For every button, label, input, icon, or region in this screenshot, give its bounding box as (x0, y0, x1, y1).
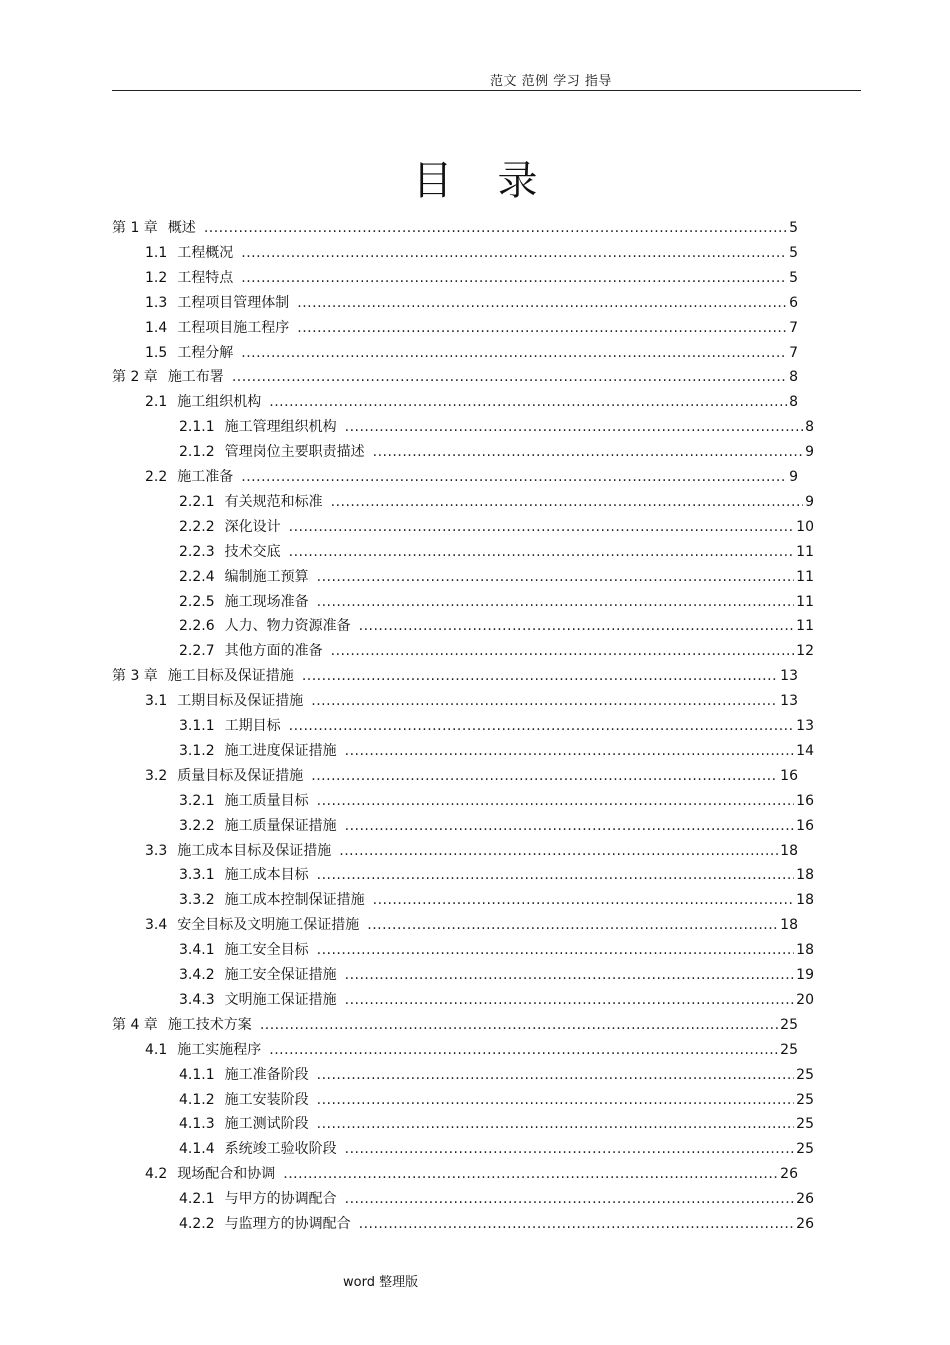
toc-entry-number: 3.1.2 (179, 742, 215, 759)
toc-entry[interactable] (179, 789, 814, 813)
toc-entry-page: 13 (796, 718, 814, 734)
toc-entry-number: 3.2.2 (179, 817, 215, 834)
toc-leader-dots (331, 639, 795, 663)
toc-entry[interactable] (112, 365, 798, 389)
toc-leader-dots (317, 565, 795, 589)
toc-entry-title: 工程概况 (177, 244, 234, 261)
toc-leader-dots (269, 1038, 778, 1062)
toc-entry[interactable] (145, 839, 798, 863)
toc-entry[interactable] (179, 614, 814, 638)
toc-entry[interactable] (112, 1013, 798, 1037)
toc-entry-title: 管理岗位主要职责描述 (224, 444, 365, 461)
toc-leader-dots (345, 1187, 795, 1211)
toc-entry[interactable] (145, 341, 798, 365)
toc-entry[interactable] (179, 863, 814, 887)
toc-entry-title: 施工管理组织机构 (224, 419, 337, 436)
toc-entry-page: 26 (796, 1216, 814, 1232)
toc-entry-number: 1.3 (145, 294, 168, 311)
toc-leader-dots (297, 291, 787, 315)
toc-leader-dots (283, 1162, 778, 1186)
toc-entry-title: 安全目标及文明施工保证措施 (177, 917, 360, 934)
toc-entry-title: 施工进度保证措施 (224, 742, 337, 759)
toc-entry-page: 9 (805, 493, 814, 510)
toc-leader-dots (241, 465, 787, 489)
toc-entry-number: 3.3.2 (179, 892, 215, 909)
toc-entry-page: 5 (789, 269, 798, 286)
toc-entry-page: 26 (780, 1166, 798, 1183)
toc-entry[interactable] (145, 764, 798, 788)
toc-entry-page: 11 (796, 593, 814, 610)
toc-entry-number: 第 1 章 (112, 220, 158, 236)
toc-entry-title: 施工布署 (167, 369, 224, 386)
toc-entry[interactable] (145, 266, 798, 290)
toc-leader-dots (311, 689, 778, 713)
toc-leader-dots (345, 415, 803, 439)
toc-entry-number: 第 3 章 (112, 668, 158, 685)
toc-entry-title: 工期目标 (224, 718, 281, 734)
header-text: 范文 范例 学习 指导 (490, 74, 612, 89)
toc-entry-number: 2.1 (145, 394, 168, 411)
toc-entry[interactable] (179, 590, 814, 614)
toc-entry-number: 4.1.3 (179, 1116, 215, 1133)
toc-leader-dots (373, 440, 803, 464)
toc-leader-dots (241, 266, 787, 290)
toc-entry-title: 施工安全目标 (224, 942, 309, 959)
toc-entry[interactable] (179, 540, 814, 564)
toc-entry-title: 其他方面的准备 (224, 643, 323, 660)
toc-entry-number: 3.4.3 (179, 991, 215, 1008)
toc-entry-title: 有关规范和标准 (224, 493, 323, 510)
toc-leader-dots (339, 839, 778, 863)
toc-entry[interactable] (179, 1063, 814, 1087)
toc-leader-dots (345, 963, 795, 987)
toc-entry-page: 5 (789, 220, 798, 236)
toc-entry-title: 施工实施程序 (177, 1041, 262, 1058)
toc-entry-title: 质量目标及保证措施 (177, 767, 304, 784)
toc-entry-number: 3.2 (145, 767, 168, 784)
toc-leader-dots (345, 814, 795, 838)
toc-entry-page: 9 (805, 444, 814, 461)
toc-entry-number: 3.4.2 (179, 967, 215, 983)
toc-entry-title: 施工质量目标 (224, 792, 309, 809)
page-title: 目录 (412, 158, 583, 204)
toc-leader-dots (345, 1137, 795, 1161)
toc-entry-title: 施工安装阶段 (224, 1091, 309, 1108)
toc-entry-title: 施工质量保证措施 (224, 817, 337, 834)
toc-entry-page: 18 (796, 942, 814, 959)
toc-entry-page: 25 (796, 1066, 814, 1083)
toc-leader-dots (289, 515, 795, 539)
toc-entry-title: 深化设计 (224, 518, 281, 535)
toc-entry-page: 16 (796, 817, 814, 834)
page-footer: word 整理版 (343, 1275, 419, 1290)
toc-entry-number: 4.1 (145, 1041, 168, 1058)
toc-entry-page: 11 (796, 618, 814, 635)
toc-entry-number: 4.1.4 (179, 1141, 215, 1158)
toc-entry[interactable] (179, 1088, 814, 1112)
toc-entry-title: 施工成本控制保证措施 (224, 892, 365, 909)
toc-entry-number: 3.1.1 (179, 718, 215, 734)
toc-entry-title: 技术交底 (224, 543, 281, 560)
toc-entry-number: 4.1.1 (179, 1066, 215, 1083)
toc-entry-title: 概述 (167, 220, 196, 236)
toc-entry[interactable] (179, 1112, 814, 1136)
toc-entry-title: 施工组织机构 (177, 394, 262, 411)
toc-entry-page: 13 (780, 668, 798, 685)
toc-entry[interactable] (145, 1162, 798, 1186)
toc-entry[interactable] (179, 938, 814, 962)
toc-entry-page: 25 (796, 1141, 814, 1158)
toc-entry-number: 2.2.5 (179, 593, 215, 610)
toc-entry[interactable] (179, 490, 814, 514)
toc-entry[interactable] (179, 888, 814, 912)
toc-entry-title: 工程项目施工程序 (177, 319, 290, 336)
toc-entry[interactable] (179, 963, 814, 987)
toc-entry-title: 现场配合和协调 (177, 1166, 276, 1183)
toc-entry-number: 3.4 (145, 917, 168, 934)
toc-entry-number: 3.3 (145, 842, 168, 859)
toc-entry-number: 3.1 (145, 693, 168, 710)
toc-entry[interactable] (179, 515, 814, 539)
toc-leader-dots (269, 390, 787, 414)
toc-entry[interactable] (112, 664, 798, 688)
toc-entry[interactable] (179, 714, 814, 738)
toc-entry-title: 人力、物力资源准备 (224, 618, 351, 635)
toc-entry-number: 2.2.4 (179, 568, 215, 585)
toc-entry[interactable] (179, 440, 814, 464)
toc-entry-page: 25 (780, 1041, 798, 1058)
toc-entry-title: 工程特点 (177, 269, 234, 286)
toc-entry-page: 11 (796, 543, 814, 560)
toc-entry-title: 施工测试阶段 (224, 1116, 309, 1133)
header-rule (112, 90, 861, 91)
toc-leader-dots (317, 789, 795, 813)
toc-entry[interactable] (179, 814, 814, 838)
toc-entry-title: 施工成本目标及保证措施 (177, 842, 332, 859)
toc-leader-dots (317, 590, 795, 614)
toc-entry-page: 14 (796, 742, 814, 759)
toc-entry-page: 8 (805, 419, 814, 436)
toc-leader-dots (359, 614, 795, 638)
toc-entry[interactable] (145, 689, 798, 713)
toc-entry-title: 工程项目管理体制 (177, 294, 290, 311)
toc-leader-dots (359, 1212, 795, 1236)
toc-entry-page: 25 (796, 1091, 814, 1108)
toc-entry-title: 施工准备阶段 (224, 1066, 309, 1083)
toc-leader-dots (317, 1112, 795, 1136)
toc-leader-dots (232, 365, 787, 389)
toc-entry-number: 1.4 (145, 319, 168, 336)
toc-entry-number: 3.3.1 (179, 867, 215, 884)
toc-entry-page: 10 (796, 518, 814, 535)
toc-entry-number: 2.2.7 (179, 643, 215, 660)
toc-entry-number: 4.2.2 (179, 1216, 215, 1232)
toc-entry-page: 9 (789, 469, 798, 485)
toc-entry-number: 2.2 (145, 469, 168, 485)
toc-entry-page: 8 (789, 369, 798, 386)
toc-entry-number: 1.2 (145, 269, 168, 286)
toc-entry-number: 第 4 章 (112, 1016, 158, 1033)
toc-entry-title: 工期目标及保证措施 (177, 693, 304, 710)
toc-leader-dots (317, 938, 795, 962)
toc-leader-dots (302, 664, 778, 688)
toc-entry[interactable] (179, 988, 814, 1012)
toc-entry-page: 18 (796, 867, 814, 884)
toc-entry-number: 4.1.2 (179, 1091, 215, 1108)
toc-entry-number: 第 2 章 (112, 369, 158, 386)
toc-entry-number: 1.5 (145, 344, 168, 361)
toc-entry-page: 16 (796, 792, 814, 809)
toc-entry-title: 文明施工保证措施 (224, 991, 337, 1008)
toc-entry[interactable] (179, 1137, 814, 1161)
toc-entry-title: 施工安全保证措施 (224, 967, 337, 983)
toc-entry-page: 5 (789, 244, 798, 261)
toc-entry[interactable] (145, 1038, 798, 1062)
toc-leader-dots (204, 216, 787, 240)
toc-entry-number: 2.1.1 (179, 419, 215, 436)
toc-entry[interactable] (179, 639, 814, 663)
toc-entry-page: 13 (780, 693, 798, 710)
toc-entry-title: 施工现场准备 (224, 593, 309, 610)
toc-entry[interactable] (145, 465, 798, 489)
toc-entry-title: 工程分解 (177, 344, 234, 361)
toc-entry[interactable] (179, 739, 814, 763)
toc-entry-title: 施工技术方案 (167, 1016, 252, 1033)
toc-entry-page: 25 (780, 1016, 798, 1033)
toc-entry[interactable] (145, 291, 798, 315)
toc-entry-title: 系统竣工验收阶段 (224, 1141, 337, 1158)
toc-leader-dots (331, 490, 803, 514)
toc-entry-number: 3.4.1 (179, 942, 215, 959)
toc-leader-dots (241, 241, 787, 265)
toc-entry-title: 施工成本目标 (224, 867, 309, 884)
toc-entry[interactable] (179, 415, 814, 439)
toc-entry-page: 6 (789, 294, 798, 311)
toc-entry-number: 1.1 (145, 244, 168, 261)
toc-entry-page: 25 (796, 1116, 814, 1133)
toc-entry-page: 18 (780, 842, 798, 859)
toc-entry-title: 施工目标及保证措施 (167, 668, 294, 685)
toc-leader-dots (317, 1088, 795, 1112)
toc-entry-page: 26 (796, 1191, 814, 1208)
page-header (0, 68, 950, 90)
toc-entry-page: 11 (796, 568, 814, 585)
toc-leader-dots (317, 863, 795, 887)
toc-entry-title: 与甲方的协调配合 (224, 1191, 337, 1208)
toc-entry-page: 19 (796, 967, 814, 983)
toc-entry-number: 4.2 (145, 1166, 168, 1183)
toc-entry[interactable] (145, 913, 798, 937)
toc-leader-dots (345, 739, 795, 763)
toc-leader-dots (260, 1013, 778, 1037)
toc-leader-dots (289, 540, 795, 564)
toc-entry-number: 2.2.2 (179, 518, 215, 535)
toc-entry-page: 7 (789, 319, 798, 336)
toc-entry[interactable] (145, 241, 798, 265)
toc-entry[interactable] (179, 1187, 814, 1211)
toc-entry-page: 18 (780, 917, 798, 934)
toc-entry-page: 12 (796, 643, 814, 660)
toc-leader-dots (367, 913, 778, 937)
toc-entry-page: 16 (780, 767, 798, 784)
toc-entry[interactable] (112, 216, 798, 240)
toc-entry-page: 8 (789, 394, 798, 411)
toc-leader-dots (297, 316, 787, 340)
toc-leader-dots (345, 988, 795, 1012)
toc-entry-number: 2.2.3 (179, 543, 215, 560)
toc-entry-page: 18 (796, 892, 814, 909)
toc-entry-page: 7 (789, 344, 798, 361)
toc-entry-number: 2.1.2 (179, 444, 215, 461)
toc-entry[interactable] (179, 565, 814, 589)
toc-entry-number: 2.2.1 (179, 493, 215, 510)
toc-entry-title: 编制施工预算 (224, 568, 309, 585)
toc-leader-dots (317, 1063, 795, 1087)
toc-leader-dots (373, 888, 795, 912)
toc-leader-dots (311, 764, 778, 788)
toc-entry-title: 与监理方的协调配合 (224, 1216, 351, 1232)
toc-entry-number: 4.2.1 (179, 1191, 215, 1208)
toc-leader-dots (241, 341, 787, 365)
toc-leader-dots (289, 714, 795, 738)
toc-entry[interactable] (145, 316, 798, 340)
toc-entry[interactable] (145, 390, 798, 414)
toc-entry-number: 3.2.1 (179, 792, 215, 809)
toc-entry-number: 2.2.6 (179, 618, 215, 635)
toc-entry-title: 施工准备 (177, 469, 234, 485)
toc-entry-page: 20 (796, 991, 814, 1008)
toc-entry[interactable] (179, 1212, 814, 1236)
